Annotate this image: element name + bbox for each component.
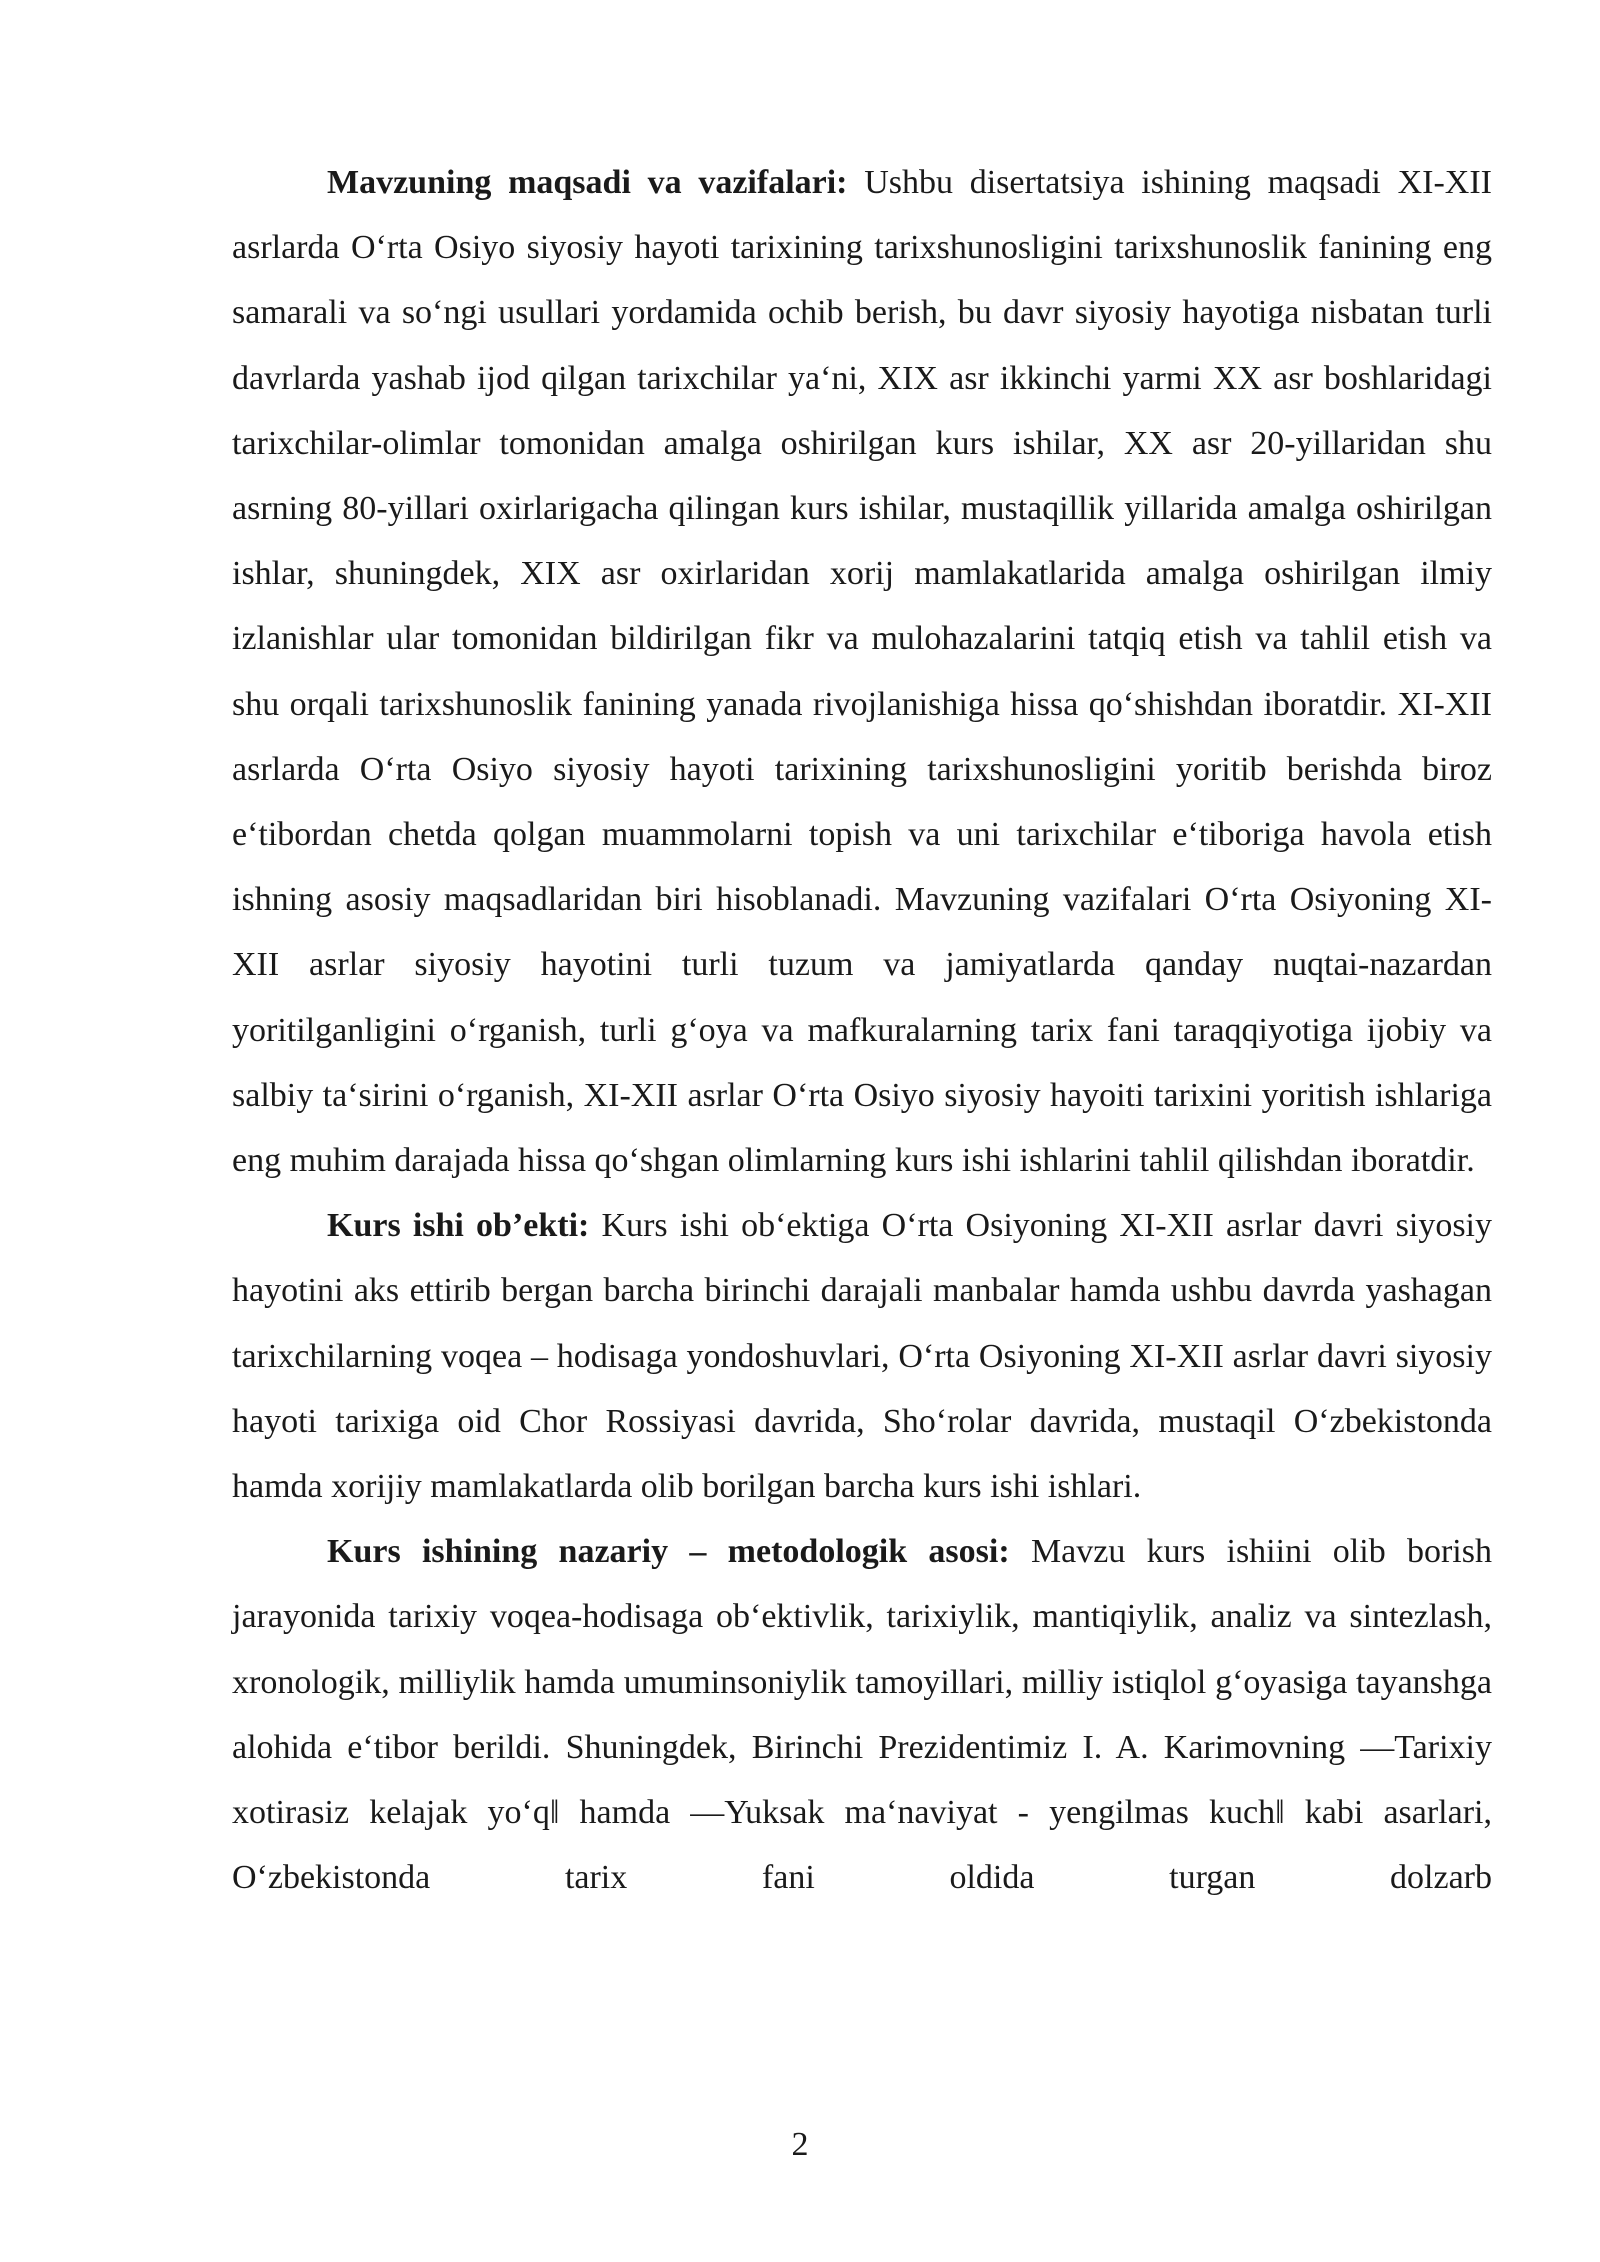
page-number: 2 (791, 2126, 809, 2163)
paragraph-text: Kurs ishi ob‘ektiga O‘rta Osiyoning XI-XII asrlar davri siyosiy hayotini aks ettirib bergan barcha birinchi darajali manbalar hamda ushbu davrda yashagan tarixchilarning voqea – hodisaga yondoshuvlari, O‘rta Osiyoning XI-XII asrlar davri siyosiy hayoti tarixiga oid Chor Rossiyasi davrida, Sho‘rolar davrida, mustaqil O‘zbekistonda hamda xorijiy mamlakatlarda olib borilgan barcha kurs ishi ishlari. (232, 1207, 1493, 1506)
paragraph-heading: Kurs ishi ob’ekti: (327, 1207, 590, 1245)
paragraph-methodology (232, 1519, 1492, 1910)
paragraph-heading: Mavzuning maqsadi va vazifalari: (327, 164, 848, 201)
paragraph-text: Ushbu disertatsiya ishining maqsadi XI-XII asrlarda O‘rta Osiyo siyosiy hayoti tarixining tarixshunosligini tarixshunoslik fanining eng samarali va so‘ngi usullari yordamida ochib berish, bu davr siyosiy hayotiga nisbatan turli davrlarda yashab ijod qilgan tarixchilar ya‘ni, XIX asr ikkinchi yarmi XX asr boshlaridagi tarixchilar-olimlar tomonidan amalga oshirilgan kurs ishilar, XX asr 20-yillaridan shu asrning 80-yillari oxirlarigacha qilingan kurs ishilar, mustaqillik yillarida amalga oshirilgan ishlar, shuningdek, XIX asr oxirlaridan xorij mamlakatlarida amalga oshirilgan ilmiy izlanishlar ular tomonidan bildirilgan fikr va mulohazalarini tatqiq etish va tahlil etish va shu orqali tarixshunoslik fanining yanada rivojlanishiga hissa qo‘shishdan iboratdir. XI-XII asrlarda O‘rta Osiyo siyosiy hayoti tarixining tarixshunosligini yoritib berishda biroz e‘tibordan chetda qolgan muammolarni topish va uni tarixchilar e‘tiboriga havola etish ishning asosiy maqsadlaridan biri hisoblanadi. Mavzuning vazifalari O‘rta Osiyoning XI-XII asrlar siyosiy hayotini turli tuzum va jamiyatlarda qanday nuqtai-nazardan yoritilganligini o‘rganish, turli g‘oya va mafkuralarning tarix fani taraqqiyotiga ijobiy va salbiy ta‘sirini o‘rganish, XI-XII asrlar O‘rta Osiyo siyosiy hayoiti tarixini yoritish ishlariga eng muhim darajada hissa qo‘shgan olimlarning kurs ishi ishlarini tahlil qilishdan iboratdir. (232, 164, 1492, 1180)
paragraph-text: Mavzu kurs ishiini olib borish jarayonida tarixiy voqea-hodisaga ob‘ektivlik, tarixiylik, mantiqiylik, analiz va sintezlash, xronologik, milliylik hamda umuminsoniylik tamoyillari, milliy istiqlol g‘oyasiga tayanshga alohida e‘tibor berildi. Shuningdek, Birinchi Prezidentimiz I. A. Karimovning ―Tarixiy xotirasiz kelajak yo‘q‖ hamda ―Yuksak ma‘naviyat - yengilmas kuch‖ kabi asarlari, O‘zbekistonda tarix fani oldida turgan dolzarb (232, 1533, 1492, 1897)
paragraph-goals (232, 150, 1492, 1193)
document-body (232, 150, 1492, 1910)
paragraph-heading: Kurs ishining nazariy – metodologik asosi: (327, 1533, 1010, 1571)
paragraph-object (232, 1193, 1492, 1519)
